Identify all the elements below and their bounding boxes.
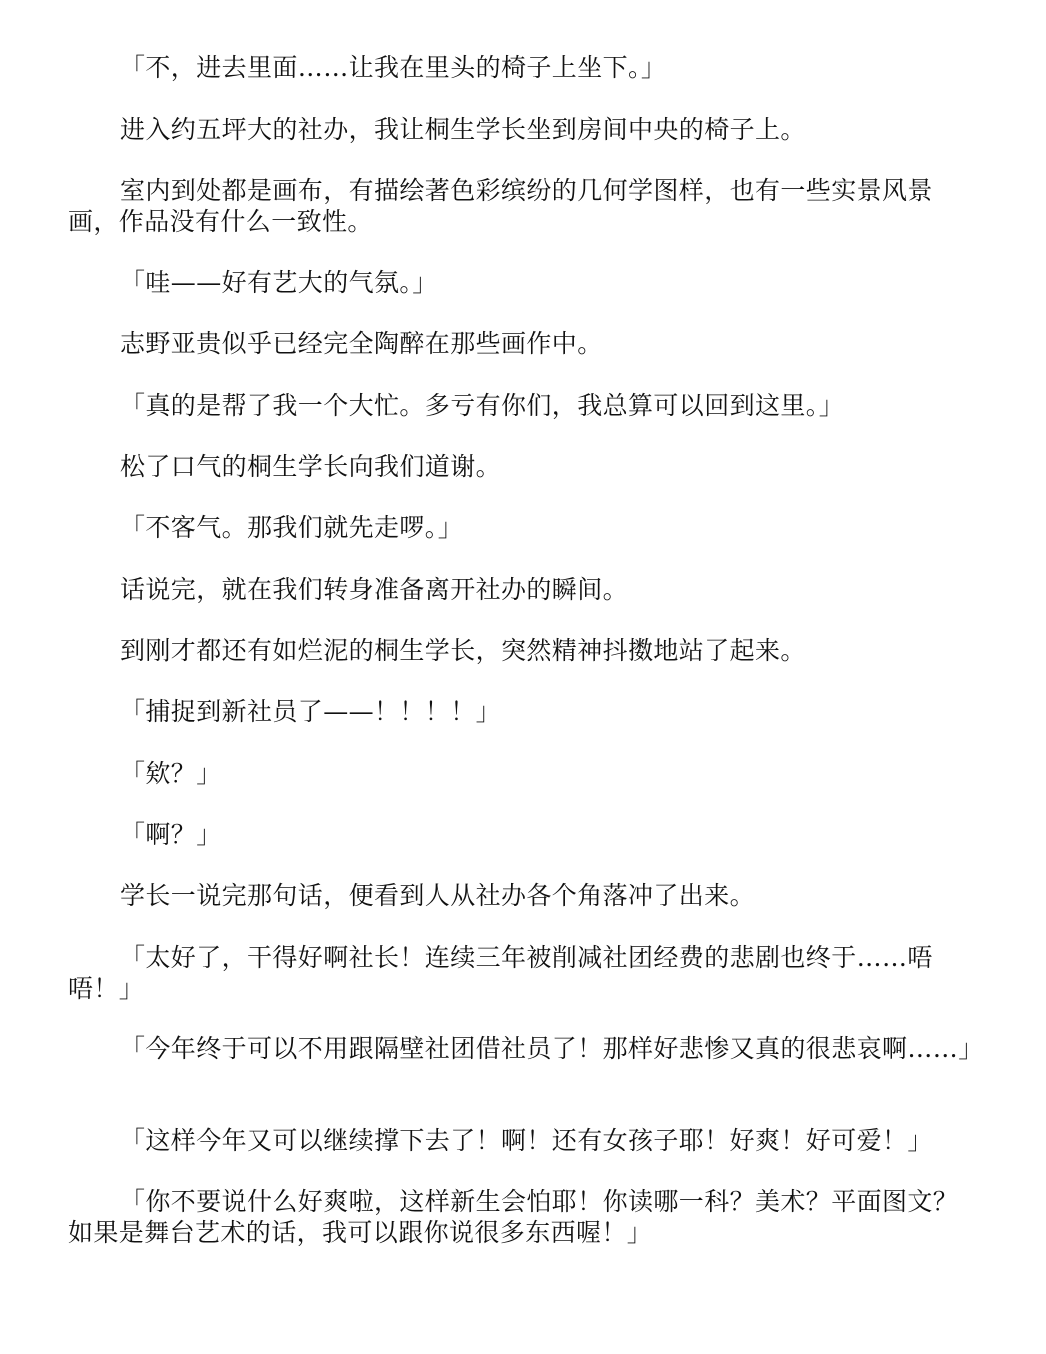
paragraph-2: 进入约五坪大的社办，我让桐生学长坐到房间中央的椅子上。 xyxy=(120,115,806,144)
paragraph-13: 「啊？」 xyxy=(120,820,222,849)
paragraph-14: 学长一说完那句话，便看到人从社办各个角落冲了出来。 xyxy=(120,881,756,910)
paragraph-11: 「捕捉到新社员了——！！！！」 xyxy=(120,697,502,726)
paragraph-7: 松了口气的桐生学长向我们道谢。 xyxy=(120,452,502,481)
paragraph-6: 「真的是帮了我一个大忙。多亏有你们，我总算可以回到这里。」 xyxy=(120,391,845,420)
paragraph-3: 室内到处都是画布，有描绘著色彩缤纷的几何学图样，也有一些实景风景画，作品没有什么一致性。 xyxy=(68,176,933,236)
paragraph-9: 话说完，就在我们转身准备离开社办的瞬间。 xyxy=(120,575,629,604)
paragraph-17: 「这样今年又可以继续撑下去了！啊！还有女孩子耶！好爽！好可爱！」 xyxy=(120,1126,933,1155)
paragraph-12: 「欸？」 xyxy=(120,759,222,788)
paragraph-4: 「哇——好有艺大的气氛。」 xyxy=(120,268,438,297)
paragraph-16: 「今年终于可以不用跟隔壁社团借社员了！那样好悲惨又真的很悲哀啊……」 xyxy=(120,1034,984,1063)
paragraph-15: 「太好了，干得好啊社长！连续三年被削减社团经费的悲剧也终于……唔唔！」 xyxy=(68,943,933,1003)
paragraph-18: 「你不要说什么好爽啦，这样新生会怕耶！你读哪一科？美术？平面图文？如果是舞台艺术的话，我可以跟你说很多东西喔！」 xyxy=(68,1187,959,1247)
paragraph-10: 到刚才都还有如烂泥的桐生学长，突然精神抖擞地站了起来。 xyxy=(120,636,806,665)
paragraph-5: 志野亚贵似乎已经完全陶醉在那些画作中。 xyxy=(120,329,603,358)
paragraph-8: 「不客气。那我们就先走啰。」 xyxy=(120,513,464,542)
paragraph-1: 「不，进去里面……让我在里头的椅子上坐下。」 xyxy=(120,53,667,82)
